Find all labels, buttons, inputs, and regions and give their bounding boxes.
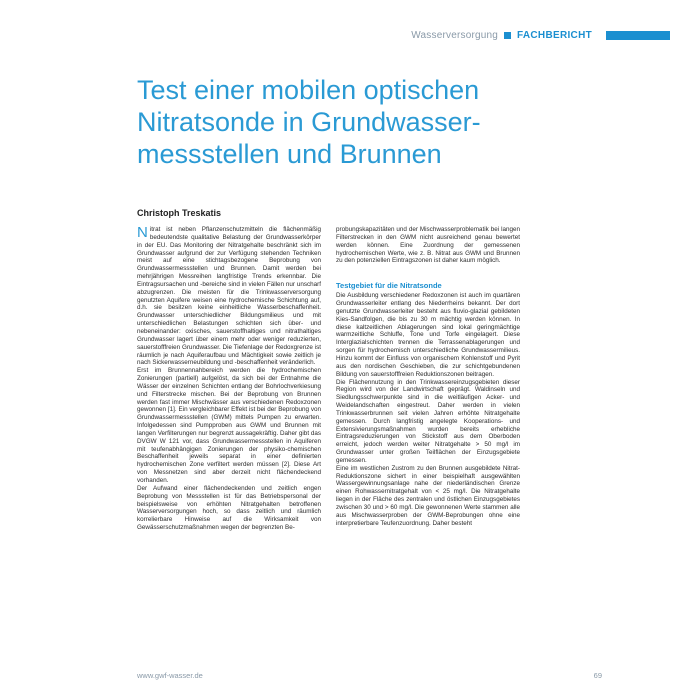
paragraph: Die Flächennutzung in den Trinkwassereinzugsgebieten dieser Region wird von der Landwirtschaft geprägt. Waldinseln und Siedlungsschwerpunkte sind in die weitläufigen Acker- und Weidelandschaften eingestreut. Daher werden in vielen Trinkwasserbrunnen seit vielen Jahren erhöhte Nitratgehalte gemessen. Durch langfristig angelegte Kooperations- und Extensivierungsmaßnahmen wurden bereits erhebliche Eintragsreduzierungen von Stickstoff aus dem Oberboden erreicht, jedoch werden weiter Nitratgehalte > 50 mg/l im Grundwasser unter großen Teilflächen der Einzugsgebiete gemessen. <box>336 378 520 464</box>
paragraph: probungskapazitäten und der Mischwasserproblematik bei langen Filterstrecken in den GWM nicht ausreichend genau bewertet werden können. Eine Zuordnung der gemessenen hydrochemischen Werte, wie z. B. Nitrat aus GWM und Brunnen zu den potenziellen Eintragszonen ist daher kaum möglich. <box>336 226 520 265</box>
article-title <box>137 74 607 170</box>
header-tag: FACHBERICHT <box>517 30 592 41</box>
paragraph: Eine im westlichen Zustrom zu den Brunnen ausgebildete Nitrat-Reduktionszone sichert in einer beispielhaft ausgewählten Wassergewinnungsanlage nahe der niederländischen Grenze einen Rohwassernitratgehalt von < 25 mg/l. Die Nitratgehalte liegen in der Fläche des zentralen und östlichen Einzugsgebietes zwischen 30 und > 60 mg/l. Die gewonnenen Werte stammen alle aus Mischwasserproben der GWM-Beprobungen ohne eine interpretierbare Teufenzuordnung. Daher besteht <box>336 464 520 527</box>
header-accent-bar <box>606 31 670 40</box>
drop-cap: N <box>137 224 148 241</box>
paragraph-text: itrat ist neben Pflanzenschutzmitteln die flächenmäßig bedeutendste qualitative Belastung der Grundwasserkörper in der EU. Das Monitoring der Nitratgehalte beschränkt sich im Grundwasser aufgrund der zur Verfügung stehenden Techniken meist auf eine stichtagsbezogene Beprobung von Grundwassermessstellen und Brunnen. Damit werden bei mehrjährigen Messreihen langfristige Trends erkennbar. Die Eintragsursachen und -bereiche sind in vielen Fällen nur unscharf abzugrenzen. Die meisten für die Trinkwasserversorgung genutzten Aquifere weisen eine hydrochemische Schichtung auf, d.h. sie besitzen keine einheitliche Wasserbeschaffenheit. Grundwasser unterschiedlicher Bildungsmilieus und mit unterschiedlichen Belastungen schichten sich über- und nebeneinander: oxisches, sauerstoffhaltiges und nitrathaltiges Grundwasser lagert über einem mehr oder weniger reduzierten, sauerstofffreien Grundwasser. Die Tiefenlage der Redoxgrenze ist räumlich je nach Aquiferaufbau und Mächtigkeit sowie zeitlich je nach Sickerwasserneubildung und -beschaffenheit veränderlich. <box>137 226 321 367</box>
page-number: 69 <box>593 671 602 680</box>
header-square-marker <box>504 32 511 39</box>
paragraph: Erst im Brunnennahbereich werden die hydrochemischen Zonierungen (partiell) aufgelöst, da sich bei der Entnahme die Wässer der einzelnen Schichten entlang der Bohrlochverkiesung und Filterstrecke mischen. Bei der Beprobung von Brunnen werden fast immer Mischwässer aus verschiedenen Redoxzonen gewonnen [1]. Ein vergleichbarer Effekt ist bei der Beprobung von Grundwassermessstellen (GWM) mittels Pumpen zu erwarten. Infolgedessen sind Pumpproben aus GWM und Brunnen mit langen Verfilterungen nur begrenzt aussagekräftig. Daher gibt das DVGW W 121 vor, dass Grundwassermessstellen in Aquiferen mit teufenabhängigen Zonierungen der physiko-chemischen Beschaffenheit jeweils separat in einer definierten hydrochemischen Zone verfiltert werden müssen [2]. Diese Art von Messnetzen sind aber derzeit nicht flächendeckend vorhanden. <box>137 367 321 484</box>
paragraph: Die Ausbildung verschiedener Redoxzonen ist auch im quartären Grundwasserleiter entlang des Niederrheins bekannt. Der dort genutzte Grundwasserleiter besteht aus fluvio-glazial gebildeten Kies-Sandfolgen, die bis zu 30 m mächtig werden können. In diese kaltzeitlichen Ablagerungen sind lokal geringmächtige warmzeitliche Schluffe, Tone und Torfe eingelagert. Diese Interglazialschichten trennen die Terrassenablagerungen und sorgen für hydrochemisch unterschiedliche Grundwassermilieus. Hinzu kommt der Einfluss von organischem Kohlenstoff und Pyrit aus den nordischen Geschieben, die zur schichtgebundenen Bildung von sauerstofffreien Reduktionszonen beitragen. <box>336 292 520 378</box>
paragraph <box>137 226 321 367</box>
header-section: Wasserversorgung <box>411 30 499 41</box>
footer-url[interactable]: www.gwf-wasser.de <box>137 671 203 680</box>
page-header <box>411 30 670 41</box>
title-line: messstellen und Brunnen <box>137 139 442 169</box>
title-line: Nitratsonde in Grundwasser- <box>137 107 481 137</box>
title-line: Test einer mobilen optischen <box>137 75 480 105</box>
section-subheading: Testgebiet für die Nitratsonde <box>336 281 442 291</box>
left-column <box>137 226 321 532</box>
right-column <box>336 226 520 528</box>
paragraph: Der Aufwand einer flächendeckenden und zeitlich engen Beprobung von Messstellen ist für das Betriebspersonal der beispielsweise von erhöhten Nitratgehalten betroffenen Wasserversorgungen hoch, so dass zeitlich und räumlich korrelierbare Hinweise auf die Wirksamkeit von Gewässerschutzmaßnahmen wegen der begrenzten Be- <box>137 484 321 532</box>
author-name: Christoph Treskatis <box>137 208 222 218</box>
